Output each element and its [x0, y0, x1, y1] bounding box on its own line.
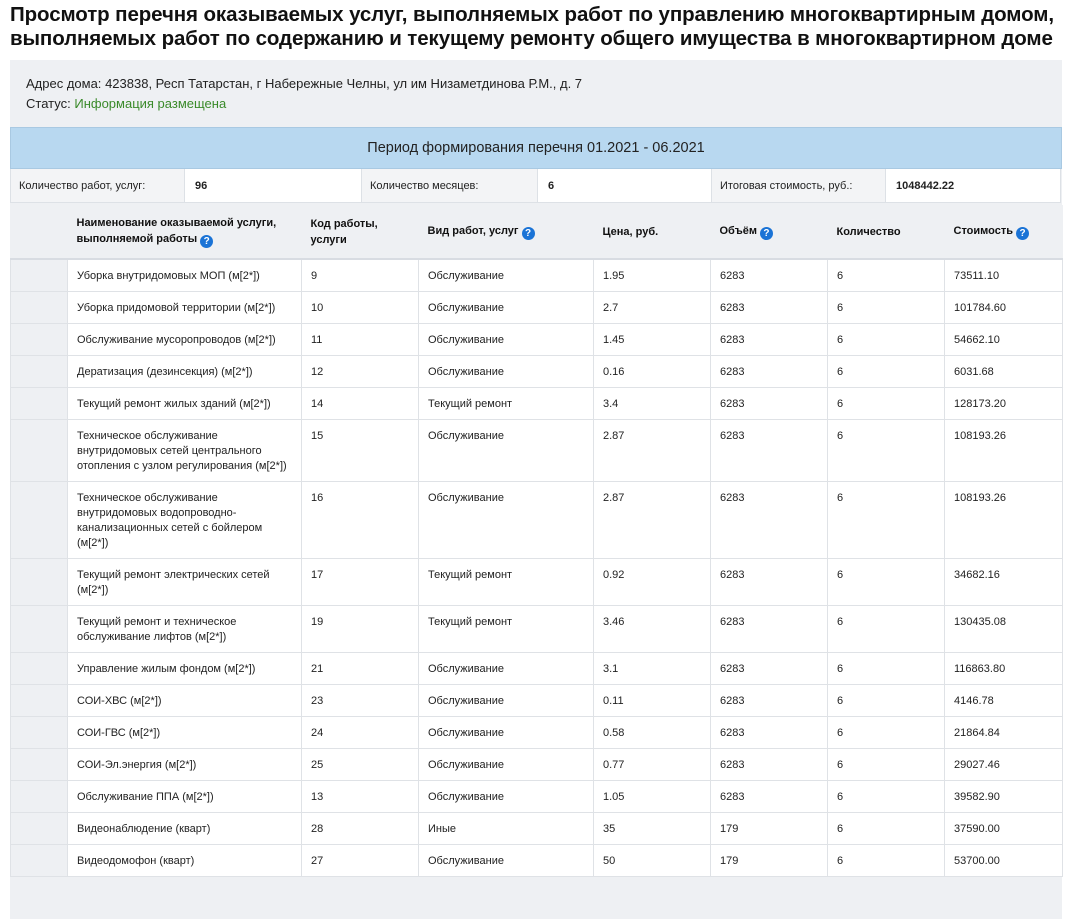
table-row [11, 717, 1063, 749]
header-qty: Количество [828, 205, 945, 259]
cell-qty: 6 [828, 717, 945, 749]
cell-name: Дератизация (дезинсекция) (м[2*]) [68, 356, 302, 388]
cell-volume: 6283 [711, 717, 828, 749]
header-name-label: Наименование оказываемой услуги, выполняемой работы [76, 217, 277, 245]
help-icon[interactable]: ? [200, 235, 213, 248]
header-gutter [11, 205, 68, 259]
table-row [11, 606, 1063, 653]
cell-qty: 6 [828, 606, 945, 653]
cell-code: 16 [302, 482, 419, 559]
cell-cost: 39582.90 [945, 781, 1063, 813]
cell-name: СОИ-ГВС (м[2*]) [68, 717, 302, 749]
cell-qty: 6 [828, 845, 945, 877]
table-row [11, 845, 1063, 877]
row-gutter [11, 813, 68, 845]
cell-type: Обслуживание [419, 845, 594, 877]
cell-qty: 6 [828, 259, 945, 292]
cell-volume: 6283 [711, 482, 828, 559]
cell-cost: 29027.46 [945, 749, 1063, 781]
cell-price: 35 [594, 813, 711, 845]
cell-type: Обслуживание [419, 292, 594, 324]
cell-code: 27 [302, 845, 419, 877]
cell-price: 1.05 [594, 781, 711, 813]
cell-qty: 6 [828, 781, 945, 813]
status-value: Информация размещена [74, 96, 227, 111]
cell-price: 0.11 [594, 685, 711, 717]
total-cost-value: 1048442.22 [886, 169, 1061, 203]
header-code: Код работы, услуги [302, 205, 419, 259]
cell-type: Обслуживание [419, 781, 594, 813]
table-row [11, 356, 1063, 388]
cell-name: Техническое обслуживание внутридомовых сетей центрального отопления с узлом регулирования (м[2*]) [68, 420, 302, 482]
cell-code: 9 [302, 259, 419, 292]
cell-price: 3.46 [594, 606, 711, 653]
help-icon[interactable]: ? [522, 227, 535, 240]
cell-code: 25 [302, 749, 419, 781]
table-header-row [11, 205, 1063, 259]
cell-type: Обслуживание [419, 653, 594, 685]
cell-qty: 6 [828, 482, 945, 559]
cell-type: Текущий ремонт [419, 388, 594, 420]
cell-code: 15 [302, 420, 419, 482]
row-gutter [11, 606, 68, 653]
cell-code: 28 [302, 813, 419, 845]
address-label: Адрес дома: [26, 76, 102, 91]
page-title: Просмотр перечня оказываемых услуг, выполняемых работ по управлению многоквартирным домом, выполняемых работ по содержанию и текущему ремонту общего имущества в многоквартирном доме [10, 3, 1054, 50]
cell-cost: 116863.80 [945, 653, 1063, 685]
cell-price: 3.1 [594, 653, 711, 685]
cell-qty: 6 [828, 356, 945, 388]
cell-name: Обслуживание мусоропроводов (м[2*]) [68, 324, 302, 356]
cell-code: 24 [302, 717, 419, 749]
cell-cost: 34682.16 [945, 559, 1063, 606]
cell-code: 11 [302, 324, 419, 356]
cell-type: Обслуживание [419, 356, 594, 388]
cell-price: 2.7 [594, 292, 711, 324]
summary-bar [10, 169, 1061, 203]
table-row [11, 685, 1063, 717]
table-row [11, 259, 1063, 292]
status-line [26, 94, 1046, 114]
address-value: 423838, Респ Татарстан, г Набережные Челны, ул им Низаметдинова Р.М., д. 7 [105, 76, 583, 91]
period-header: Период формирования перечня 01.2021 - 06.2021 [10, 127, 1062, 169]
cell-qty: 6 [828, 292, 945, 324]
cell-cost: 108193.26 [945, 482, 1063, 559]
row-gutter [11, 559, 68, 606]
table-row [11, 813, 1063, 845]
cell-price: 0.92 [594, 559, 711, 606]
cell-volume: 6283 [711, 653, 828, 685]
cell-code: 12 [302, 356, 419, 388]
cell-name: Видеодомофон (кварт) [68, 845, 302, 877]
row-gutter [11, 685, 68, 717]
house-info-panel [10, 60, 1062, 919]
cell-code: 19 [302, 606, 419, 653]
cell-name: Текущий ремонт электрических сетей (м[2*]) [68, 559, 302, 606]
cell-name: Уборка придомовой территории (м[2*]) [68, 292, 302, 324]
cell-name: Техническое обслуживание внутридомовых водопроводно-канализационных сетей с бойлером (м[2*]) [68, 482, 302, 559]
help-icon[interactable]: ? [1016, 227, 1029, 240]
header-volume [711, 205, 828, 259]
row-gutter [11, 749, 68, 781]
table-row [11, 388, 1063, 420]
cell-code: 21 [302, 653, 419, 685]
table-row [11, 559, 1063, 606]
months-count-value: 6 [538, 169, 712, 203]
row-gutter [11, 420, 68, 482]
cell-name: Текущий ремонт и техническое обслуживание лифтов (м[2*]) [68, 606, 302, 653]
cell-cost: 101784.60 [945, 292, 1063, 324]
cell-price: 2.87 [594, 420, 711, 482]
cell-volume: 6283 [711, 259, 828, 292]
row-gutter [11, 653, 68, 685]
cell-name: Обслуживание ППА (м[2*]) [68, 781, 302, 813]
table-row [11, 292, 1063, 324]
cell-price: 0.77 [594, 749, 711, 781]
table-row [11, 324, 1063, 356]
cell-type: Обслуживание [419, 749, 594, 781]
cell-volume: 179 [711, 813, 828, 845]
help-icon[interactable]: ? [760, 227, 773, 240]
cell-cost: 21864.84 [945, 717, 1063, 749]
table-body [11, 259, 1063, 877]
table-row [11, 482, 1063, 559]
cell-code: 13 [302, 781, 419, 813]
cell-code: 17 [302, 559, 419, 606]
cell-name: Уборка внутридомовых МОП (м[2*]) [68, 259, 302, 292]
row-gutter [11, 388, 68, 420]
header-price: Цена, руб. [594, 205, 711, 259]
row-gutter [11, 356, 68, 388]
cell-name: Текущий ремонт жилых зданий (м[2*]) [68, 388, 302, 420]
cell-cost: 130435.08 [945, 606, 1063, 653]
cell-volume: 6283 [711, 685, 828, 717]
row-gutter [11, 324, 68, 356]
cell-code: 23 [302, 685, 419, 717]
cell-volume: 6283 [711, 781, 828, 813]
row-gutter [11, 292, 68, 324]
cell-price: 1.95 [594, 259, 711, 292]
cell-type: Обслуживание [419, 482, 594, 559]
cell-type: Текущий ремонт [419, 606, 594, 653]
cell-cost: 73511.10 [945, 259, 1063, 292]
cell-cost: 108193.26 [945, 420, 1063, 482]
header-volume-label: Объём [719, 225, 757, 237]
cell-cost: 128173.20 [945, 388, 1063, 420]
cell-cost: 37590.00 [945, 813, 1063, 845]
table-row [11, 420, 1063, 482]
header-name [68, 205, 302, 259]
cell-type: Обслуживание [419, 420, 594, 482]
cell-type: Иные [419, 813, 594, 845]
row-gutter [11, 845, 68, 877]
cell-qty: 6 [828, 388, 945, 420]
cell-volume: 6283 [711, 420, 828, 482]
cell-qty: 6 [828, 324, 945, 356]
cell-name: СОИ-Эл.энергия (м[2*]) [68, 749, 302, 781]
cell-name: Видеонаблюдение (кварт) [68, 813, 302, 845]
cell-qty: 6 [828, 813, 945, 845]
cell-qty: 6 [828, 749, 945, 781]
months-count-label: Количество месяцев: [362, 169, 538, 203]
row-gutter [11, 781, 68, 813]
table-row [11, 653, 1063, 685]
cell-cost: 6031.68 [945, 356, 1063, 388]
cell-price: 0.58 [594, 717, 711, 749]
header-type [419, 205, 594, 259]
cell-code: 10 [302, 292, 419, 324]
cell-volume: 6283 [711, 606, 828, 653]
row-gutter [11, 717, 68, 749]
cell-code: 14 [302, 388, 419, 420]
cell-type: Текущий ремонт [419, 559, 594, 606]
cell-cost: 54662.10 [945, 324, 1063, 356]
header-cost-label: Стоимость [953, 225, 1014, 237]
cell-qty: 6 [828, 420, 945, 482]
cell-name: Управление жилым фондом (м[2*]) [68, 653, 302, 685]
cell-price: 0.16 [594, 356, 711, 388]
cell-volume: 179 [711, 845, 828, 877]
works-count-label: Количество работ, услуг: [11, 169, 185, 203]
cell-volume: 6283 [711, 356, 828, 388]
works-count-value: 96 [185, 169, 362, 203]
cell-cost: 4146.78 [945, 685, 1063, 717]
row-gutter [11, 259, 68, 292]
cell-volume: 6283 [711, 559, 828, 606]
cell-price: 50 [594, 845, 711, 877]
cell-cost: 53700.00 [945, 845, 1063, 877]
cell-price: 3.4 [594, 388, 711, 420]
header-cost [945, 205, 1063, 259]
cell-qty: 6 [828, 559, 945, 606]
address-line [26, 74, 1046, 94]
cell-volume: 6283 [711, 388, 828, 420]
cell-type: Обслуживание [419, 685, 594, 717]
header-type-label: Вид работ, услуг [427, 225, 519, 237]
cell-price: 1.45 [594, 324, 711, 356]
cell-type: Обслуживание [419, 717, 594, 749]
table-row [11, 749, 1063, 781]
status-label: Статус: [26, 96, 71, 111]
total-cost-label: Итоговая стоимость, руб.: [712, 169, 886, 203]
table-row [11, 781, 1063, 813]
row-gutter [11, 482, 68, 559]
cell-name: СОИ-ХВС (м[2*]) [68, 685, 302, 717]
cell-qty: 6 [828, 685, 945, 717]
cell-volume: 6283 [711, 324, 828, 356]
house-info [10, 60, 1062, 114]
cell-type: Обслуживание [419, 259, 594, 292]
cell-volume: 6283 [711, 749, 828, 781]
cell-qty: 6 [828, 653, 945, 685]
services-table [10, 205, 1063, 877]
cell-volume: 6283 [711, 292, 828, 324]
cell-price: 2.87 [594, 482, 711, 559]
cell-type: Обслуживание [419, 324, 594, 356]
